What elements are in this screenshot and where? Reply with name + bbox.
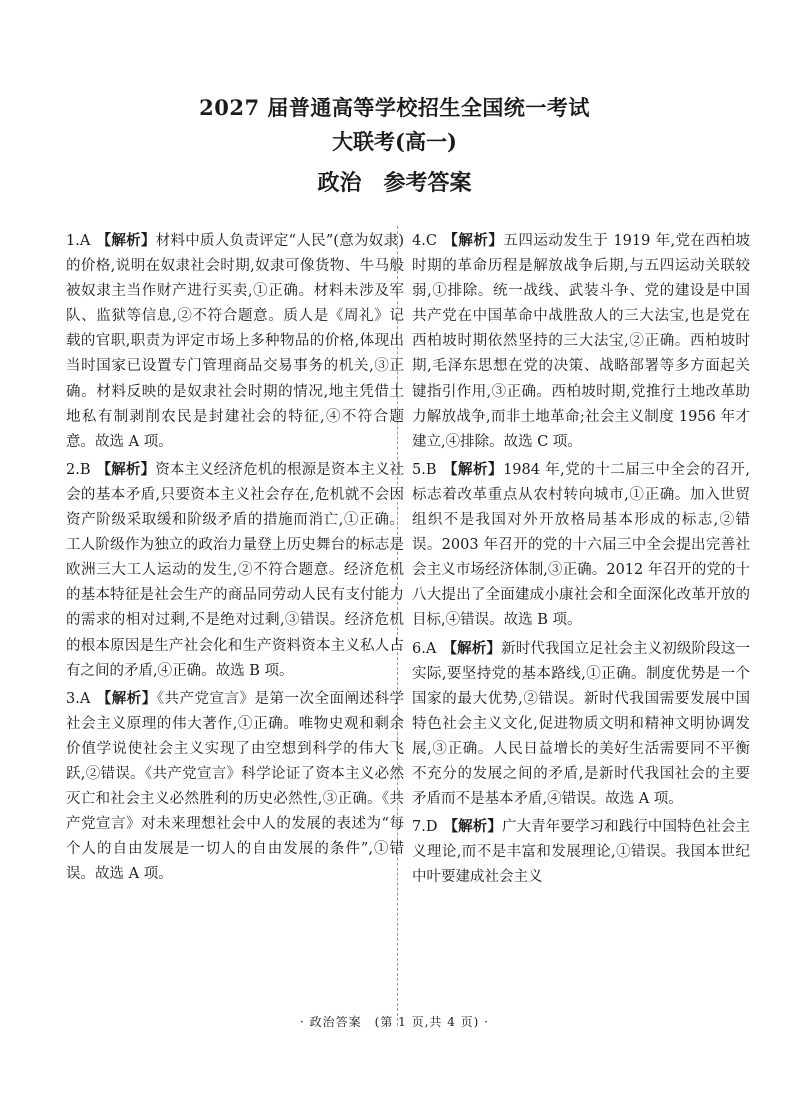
answer-number: 7.D [412, 819, 438, 836]
answer-text: 广大青年要学习和践行中国特色社会主义理论,而不是丰富和发展理论,①错误。我国本世纪中叶要建成社会主义 [412, 819, 750, 886]
answer-number: 4.C [412, 233, 437, 249]
answer-item [412, 636, 750, 813]
answer-text: 资本主义经济危机的根源是资本主义社会的基本矛盾,只要资本主义社会存在,危机就不会因资产阶级采取缓和阶级矛盾的措施而消亡,①正确。工人阶级作为独立的政治力量登上历史舞台的标志是欧洲三大工人运动的发生,②不符合题意。经济危机的基本特征是社会生产的商品同劳动人民有支付能力的需求的相对过剩,不是绝对过剩,③错误。经济危机的根本原因是生产社会化和生产资料资本主义私人占有之间的矛盾,④正确。故选 B 项。 [66, 461, 405, 679]
answer-number: 1.A [66, 233, 91, 249]
analysis-tag: 【解析】 [442, 460, 504, 478]
answer-item [412, 228, 750, 455]
analysis-tag: 【解析】 [96, 689, 157, 707]
answer-text: 五四运动发生于 1919 年,党在西柏坡时期的革命历程是解放战争后期,与五四运动关联较弱,①排除。统一战线、武装斗争、党的建设是中国共产党在中国革命中战胜敌人的三大法宝,也是党在西柏坡时期依然坚持的三大法宝,②正确。西柏坡时期,毛泽东思想在党的决策、战略部署等多方面起关键指引作用,③正确。西柏坡时期,党推行土地改革助力解放战争,而非土地革命;社会主义制度 1956 年才建立,④排除。故选 C 项。 [412, 233, 751, 450]
answer-item [412, 457, 750, 634]
analysis-tag: 【解析】 [443, 818, 502, 836]
answer-text: 《共产党宣言》是第一次全面阐述科学社会主义原理的伟大著作,①正确。唯物史观和剩余价值学说使社会主义实现了由空想到科学的伟大飞跃,②错误。《共产党宣言》科学论证了资本主义必然灭亡和社会主义必然胜利的历史必然性,③正确。《共产党宣言》对未来理想社会中人的发展的表述为“每个人的自由发展是一切人的自由发展的条件”,①错误。故选 A 项。 [66, 690, 405, 883]
answer-number: 3.A [66, 690, 91, 707]
answer-item [412, 814, 750, 890]
answer-text: 新时代我国立足社会主义初级阶段这一实际,要坚持党的基本路线,①正确。制度优势是一个国家的最大优势,②错误。新时代我国需要发展中国特色社会主义文化,促进物质文明和精神文明协调发展,③正确。人民日益增长的美好生活需要同不平衡不充分的发展之间的矛盾,是新时代我国社会的主要矛盾而不是基本矛盾,④错误。故选 A 项。 [412, 640, 751, 808]
answer-number: 5.B [412, 461, 437, 478]
answer-number: 6.A [412, 640, 437, 657]
answer-text: 材料中质人负责评定“人民”(意为奴隶)的价格,说明在奴隶社会时期,奴隶可像货物、牛马般被奴隶主当作财产进行买卖,①正确。材料未涉及军队、监狱等信息,②不符合题意。质人是《周礼》记载的官职,职责为评定市场上多种物品的价格,体现出当时国家已设置专门管理商品交易事务的机关,③正确。材料反映的是奴隶社会时期的情况,地主凭借土地私有制剥削农民是封建社会的特征,④不符合题意。故选 A 项。 [66, 233, 404, 450]
right-column [412, 228, 750, 890]
answer-item [66, 686, 404, 888]
answer-number: 2.B [66, 461, 91, 478]
answer-text: 1984 年,党的十二届三中全会的召开,标志着改革重点从农村转向城市,①正确。加入世贸组织不是我国对外开放格局基本形成的标志,②错误。2003 年召开的党的十六届三中全会提出完善社会主义市场经济体制,③正确。2012 年召开的党的十八大提出了全面建成小康社会和全面深化改革开放的目标,④错误。故选 B 项。 [412, 461, 751, 629]
analysis-tag: 【解析】 [442, 232, 504, 249]
exam-title: 2027 届普通高等学校招生全国统一考试 [199, 95, 590, 120]
answer-item [66, 228, 404, 455]
answer-item [66, 457, 404, 684]
exam-subtitle: 大联考(高一) [332, 129, 457, 154]
analysis-tag: 【解析】 [96, 232, 156, 249]
left-column [66, 228, 404, 887]
answer-key-title: 政治 参考答案 [317, 170, 472, 196]
analysis-tag: 【解析】 [96, 460, 156, 478]
page-footer: · 政治答案 (第 1 页,共 4 页) · [300, 1015, 489, 1029]
analysis-tag: 【解析】 [442, 639, 502, 657]
